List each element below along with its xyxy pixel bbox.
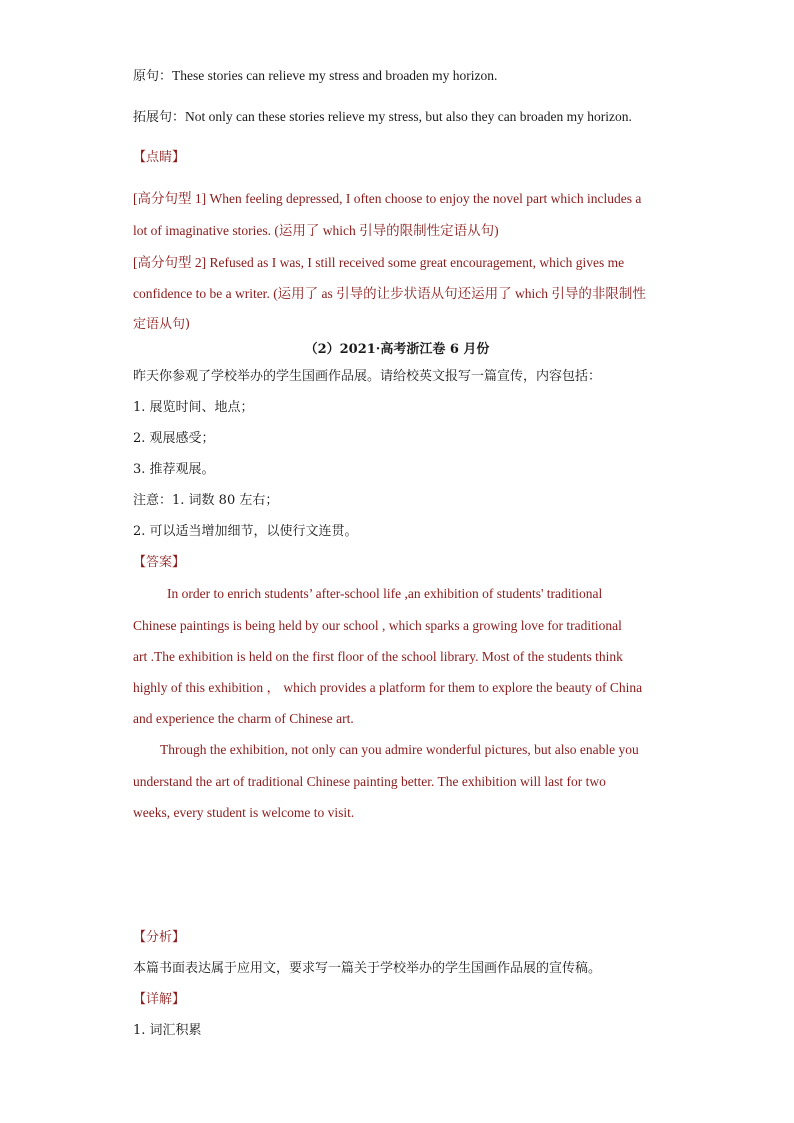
gaofen1-line1: [高分句型 1] When feeling depressed, I often choose to enjoy the novel part which includes a (133, 191, 642, 206)
gaofen2-line2: confidence to be a writer. (运用了 as 引导的让步状语从句还运用了 which 引导的非限制性 (133, 286, 646, 301)
section-title: （2）2021·高考浙江卷 6 月份 (304, 342, 490, 357)
answer-line: art .The exhibition is held on the first floor of the school library. Most of the students think (133, 649, 623, 664)
answer-line: In order to enrich students’ after-school life ,an exhibition of students' traditional (167, 586, 603, 601)
answer-heading: 【答案】 (133, 555, 186, 570)
prompt-text: 昨天你参观了学校举办的学生国画作品展。请给校英文报写一篇宣传，内容包括： (133, 369, 602, 384)
prompt-point-2: 2. 观展感受； (133, 431, 215, 446)
gaofen1-line2: lot of imaginative stories. (运用了 which 引导的限制性定语从句) (133, 223, 499, 238)
answer-line: Chinese paintings is being held by our school , which sparks a growing love for traditional (133, 618, 622, 633)
gaofen2-line3: 定语从句) (133, 317, 191, 332)
original-text: These stories can relieve my stress and broaden my horizon. (172, 68, 498, 83)
expanded-sentence (133, 108, 632, 127)
original-sentence (133, 67, 497, 86)
note-2: 2. 可以适当增加细节，以使行文连贯。 (133, 524, 358, 539)
gaofen2-line1: [高分句型 2] Refused as I was, I still received some great encouragement, which gives me (133, 255, 625, 270)
answer-line: highly of this exhibition ， which provides a platform for them to explore the beauty of China (133, 680, 643, 695)
note-1: 注意：1. 词数 80 左右； (133, 493, 279, 508)
answer-line: Through the exhibition, not only can you admire wonderful pictures, but also enable you (160, 742, 639, 757)
analysis-text: 本篇书面表达属于应用文，要求写一篇关于学校举办的学生国画作品展的宣传稿。 (133, 961, 602, 976)
detail-heading: 【详解】 (133, 992, 186, 1007)
original-label: 原句： (133, 69, 173, 84)
prompt-point-3: 3. 推荐观展。 (133, 462, 215, 477)
dianjing-heading: 【点睛】 (133, 150, 186, 165)
detail-item-1: 1. 词汇积累 (133, 1023, 202, 1038)
expanded-label: 拓展句： (133, 110, 186, 125)
expanded-text: Not only can these stories relieve my stress, but also they can broaden my horizon. (185, 109, 632, 124)
analysis-heading: 【分析】 (133, 930, 186, 945)
answer-line: weeks, every student is welcome to visit. (133, 805, 355, 820)
prompt-point-1: 1. 展览时间、地点； (133, 400, 254, 415)
answer-line: and experience the charm of Chinese art. (133, 711, 354, 726)
answer-line: understand the art of traditional Chinese painting better. The exhibition will last for two (133, 774, 606, 789)
